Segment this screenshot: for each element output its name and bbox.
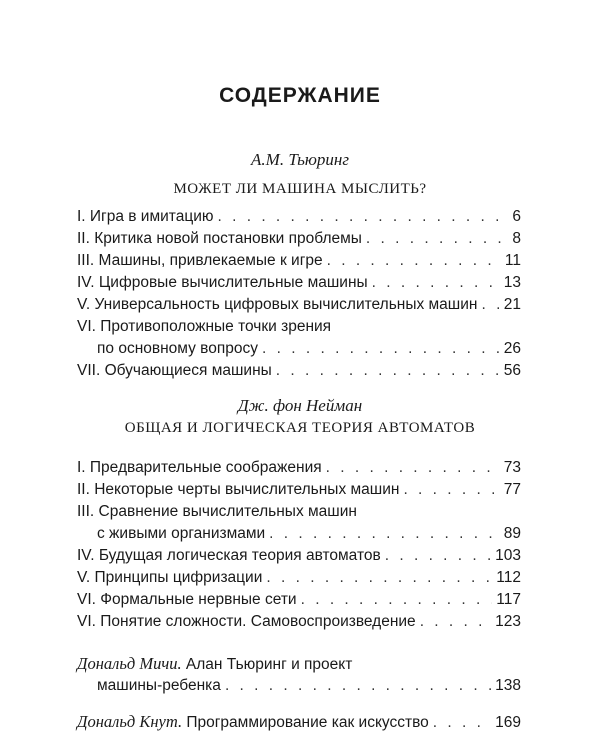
- toc-entry: [77, 457, 521, 479]
- toc-entry: [77, 567, 521, 589]
- entry-label: V. Универсальность цифровых вычислительных машин: [77, 296, 478, 313]
- entry-label: III. Сравнение вычислительных машин: [77, 503, 357, 520]
- dot-leader: [266, 567, 492, 589]
- entry-page: 8: [512, 230, 521, 247]
- entry-page: 169: [495, 714, 521, 731]
- entry-page: 123: [495, 613, 521, 630]
- entry-label: V. Принципы цифризации: [77, 569, 263, 586]
- dot-leader: [366, 228, 508, 250]
- toc-entry: [77, 653, 521, 675]
- dot-leader: [262, 338, 500, 360]
- dot-leader: [403, 479, 499, 501]
- section-title: ОБЩАЯ И ЛОГИЧЕСКАЯ ТЕОРИЯ АВТОМАТОВ: [124, 420, 476, 436]
- dot-leader: [372, 272, 500, 294]
- entry-label: VI. Понятие сложности. Самовоспроизведение: [77, 613, 416, 630]
- entry-label: III. Машины, привлекаемые к игре: [77, 252, 323, 269]
- entry-page: 26: [503, 340, 521, 357]
- toc-entry: [77, 360, 521, 382]
- entry-page: 56: [503, 362, 521, 379]
- toc-entry: [77, 501, 521, 523]
- entry-label: II. Некоторые черты вычислительных машин: [77, 481, 400, 498]
- dot-leader: [327, 250, 501, 272]
- entry-author: Дональд Кнут.: [77, 712, 183, 731]
- toc-entry: [77, 316, 521, 338]
- dot-leader: [301, 589, 493, 611]
- entry-label: VI. Формальные нервные сети: [77, 591, 297, 608]
- toc-entry: [77, 272, 521, 294]
- dot-leader: [481, 294, 499, 316]
- entry-label: I. Предварительные соображения: [77, 459, 322, 476]
- entry-label: VII. Обучающиеся машины: [77, 362, 272, 379]
- entry-label: по основному вопросу: [97, 340, 258, 357]
- entry-label: IV. Цифровые вычислительные машины: [77, 274, 368, 291]
- toc-entry: [77, 545, 521, 567]
- dot-leader: [385, 545, 491, 567]
- toc-entry: [77, 711, 521, 733]
- section-title: МОЖЕТ ЛИ МАШИНА МЫСЛИТЬ?: [173, 181, 427, 197]
- dot-leader: [217, 206, 508, 228]
- entry-label: машины-ребенка: [97, 677, 221, 694]
- entry-page: 89: [503, 525, 521, 542]
- entry-page: 117: [496, 591, 521, 608]
- entry-label: II. Критика новой постановки проблемы: [77, 230, 362, 247]
- entry-page: 138: [495, 677, 521, 694]
- entry-page: 6: [512, 208, 521, 225]
- dot-leader: [420, 611, 491, 633]
- entry-author: Дональд Мичи.: [77, 654, 182, 673]
- entry-page: 103: [495, 547, 521, 564]
- entry-page: 21: [503, 296, 521, 313]
- entry-label: с живыми организмами: [97, 525, 266, 542]
- dot-leader: [433, 712, 491, 734]
- toc-entry: [77, 675, 521, 697]
- dot-leader: [225, 675, 491, 697]
- toc-entry: [77, 250, 521, 272]
- dot-leader: [326, 457, 500, 479]
- entry-page: 73: [503, 459, 521, 476]
- entry-label: Алан Тьюринг и проект: [185, 656, 353, 673]
- dot-leader: [269, 523, 500, 545]
- dot-leader: [276, 360, 500, 382]
- page-title: СОДЕРЖАНИЕ: [219, 84, 381, 107]
- entry-page: 77: [503, 481, 521, 498]
- toc-entry: [77, 338, 521, 360]
- toc-entry: [77, 589, 521, 611]
- toc-entry: [77, 479, 521, 501]
- toc-entry: [77, 228, 521, 250]
- entry-page: 112: [496, 569, 521, 586]
- entry-label: VI. Противоположные точки зрения: [77, 318, 332, 335]
- entry-page: 13: [503, 274, 521, 291]
- section-author: Дж. фон Нейман: [237, 396, 363, 415]
- entry-label: Программирование как искусство: [186, 714, 429, 731]
- toc-entry: [77, 294, 521, 316]
- entry-label: I. Игра в имитацию: [77, 208, 214, 225]
- entry-page: 11: [504, 252, 521, 269]
- toc-entry: [77, 611, 521, 633]
- section-author: А.М. Тьюринг: [251, 150, 349, 169]
- toc-entry: [77, 523, 521, 545]
- toc-entry: [77, 206, 521, 228]
- entry-label: IV. Будущая логическая теория автоматов: [77, 547, 381, 564]
